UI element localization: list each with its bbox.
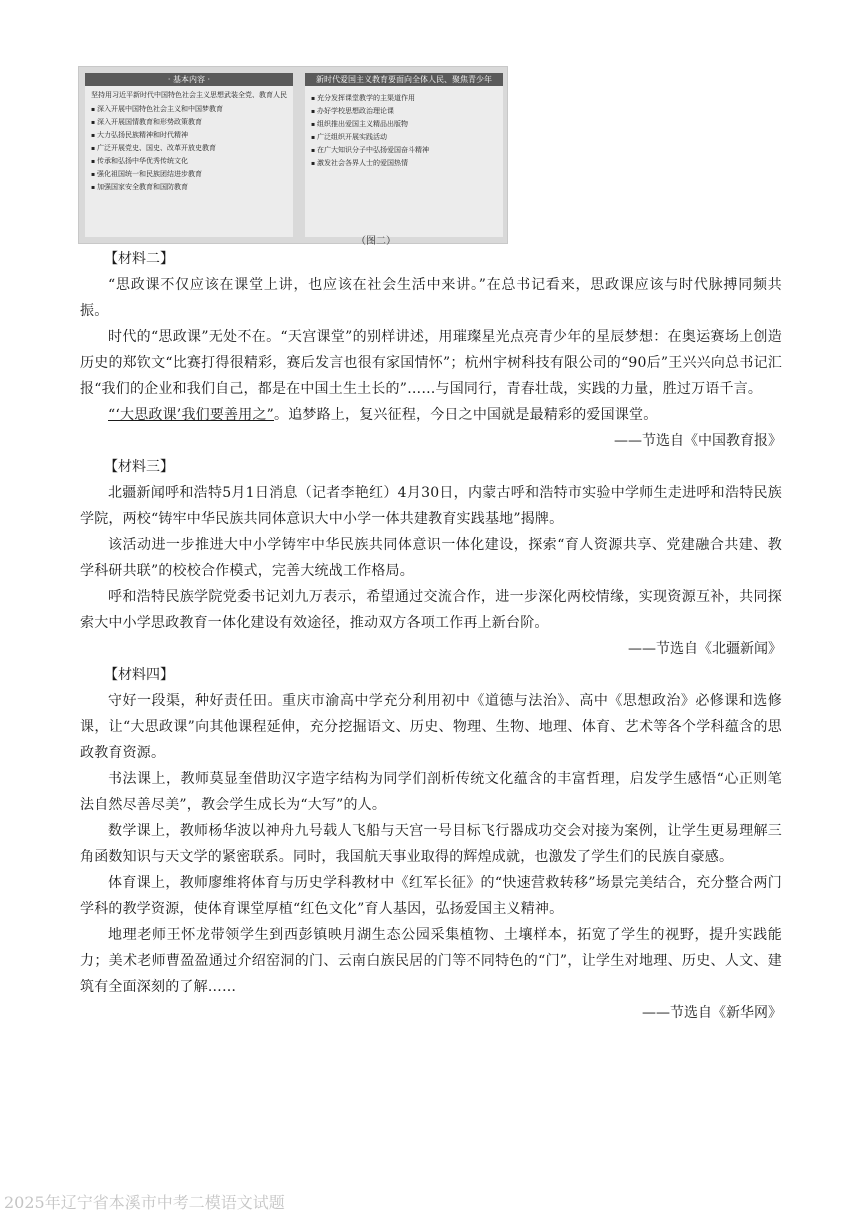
list-item: ▪ 办好学校思想政治理论课 [311,105,497,118]
left-panel-intro: 坚持用习近平新时代中国特色社会主义思想武装全党、教育人民 [91,91,287,99]
material2-source: ——节选自《中国教育报》 [614,433,782,449]
left-panel-header: · 基本内容 · [85,73,293,86]
figure-caption: （图二） [356,236,396,247]
list-item: ▪ 在广大知识分子中弘扬爱国奋斗精神 [311,144,497,157]
material3-paragraph-3: 呼和浩特民族学院党委书记刘九万表示，希望通过交流合作，进一步深化两校情缘，实现资源互补，共同探索大中小学思政教育一体化建设有效途径，推动双方各项工作再上新台阶。 [80,589,782,631]
page-footer-watermark: 2025年辽宁省本溪市中考二模语文试题 [4,1193,285,1212]
material4-heading: 【材料四】 [104,667,174,683]
list-item: ▪ 大力弘扬民族精神和时代精神 [91,129,287,142]
material3-heading: 【材料三】 [104,459,174,475]
material3-paragraph-1: 北疆新闻呼和浩特5月1日消息（记者李艳红）4月30日，内蒙古呼和浩特市实验中学师生走进呼和浩特民族学院，两校“铸牢中华民族共同体意识大中小学一体共建教育实践基地”揭牌。 [80,485,782,527]
list-item: ▪ 充分发挥课堂教学的主渠道作用 [311,92,497,105]
underlined-quote: “‘大思政课’我们要善用之” [108,407,275,423]
material4-paragraph-1: 守好一段渠，种好责任田。重庆市渝高中学充分利用初中《道德与法治》、高中《思想政治》必修课和选修课，让“大思政课”向其他课程延伸，充分挖掘语文、历史、物理、生物、地理、体育、艺术等各个学科蕴含的思政教育资源。 [80,693,782,761]
paragraph-rest: 。追梦路上，复兴征程，今日之中国就是最精彩的爱国课堂。 [274,407,658,423]
figure-two [78,66,508,244]
list-item: ▪ 广泛组织开展实践活动 [311,131,497,144]
list-item: ▪ 强化祖国统一和民族团结进步教育 [91,168,287,181]
material4-paragraph-4: 体育课上，教师廖维将体育与历史学科教材中《红军长征》的“快速营救转移”场景完美结合，充分整合两门学科的教学资源，使体育课堂厚植“红色文化”育人基因，弘扬爱国主义精神。 [80,875,782,917]
material2-heading: 【材料二】 [104,251,174,267]
material3-paragraph-2: 该活动进一步推进大中小学铸牢中华民族共同体意识一体化建设，探索“育人资源共享、党建融合共建、教学科研共联”的校校合作模式，完善大统战工作格局。 [80,537,782,579]
material4-paragraph-2: 书法课上，教师莫显奎借助汉字造字结构为同学们剖析传统文化蕴含的丰富哲理，启发学生感悟“心正则笔法自然尽善尽美”，教会学生成长为“大写”的人。 [80,771,782,813]
material2-paragraph-1: “思政课不仅应该在课堂上讲，也应该在社会生活中来讲。”在总书记看来，思政课应该与时代脉搏同频共振。 [80,277,782,319]
list-item: ▪ 广泛开展党史、国史、改革开放史教育 [91,142,287,155]
figure-left-panel [85,73,293,237]
material4-paragraph-5: 地理老师王怀龙带领学生到西彭镇映月湖生态公园采集植物、土壤样本，拓宽了学生的视野，提升实践能力；美术老师曹盈盈通过介绍窑洞的门、云南白族民居的门等不同特色的“门”，让学生对地理、历史、人文、建筑有全面深刻的了解…… [80,927,782,995]
left-panel-list [85,103,293,194]
material2-paragraph-2: 时代的“思政课”无处不在。“天宫课堂”的别样讲述，用璀璨星光点亮青少年的星辰梦想：在奥运赛场上创造历史的郑钦文“比赛打得很精彩，赛后发言也很有家国情怀”；杭州宇树科技有限公司的“90后”王兴兴向总书记汇报“我们的企业和我们自己，都是在中国土生土长的”……与国同行，青春壮哉，实践的力量，胜过万语千言。 [80,329,782,397]
figure-right-panel [305,73,503,237]
material3-source: ——节选自《北疆新闻》 [628,641,782,657]
list-item: ▪ 深入开展国情教育和形势政策教育 [91,116,287,129]
right-panel-list [305,92,503,170]
list-item: ▪ 深入开展中国特色社会主义和中国梦教育 [91,103,287,116]
material2-paragraph-3 [80,402,782,428]
material4-source: ——节选自《新华网》 [642,1005,782,1021]
right-panel-header: 新时代爱国主义教育要面向全体人民、聚焦青少年 [305,73,503,86]
list-item: ▪ 激发社会各界人士的爱国热情 [311,157,497,170]
list-item: ▪ 传承和弘扬中华优秀传统文化 [91,155,287,168]
list-item: ▪ 加强国家安全教育和国防教育 [91,181,287,194]
list-item: ▪ 组织推出爱国主义精品出版物 [311,118,497,131]
document-body [80,246,782,1026]
material4-paragraph-3: 数学课上，教师杨华波以神舟九号载人飞船与天宫一号目标飞行器成功交会对接为案例，让学生更易理解三角函数知识与天文学的紧密联系。同时，我国航天事业取得的辉煌成就，也激发了学生们的民族自豪感。 [80,823,782,865]
